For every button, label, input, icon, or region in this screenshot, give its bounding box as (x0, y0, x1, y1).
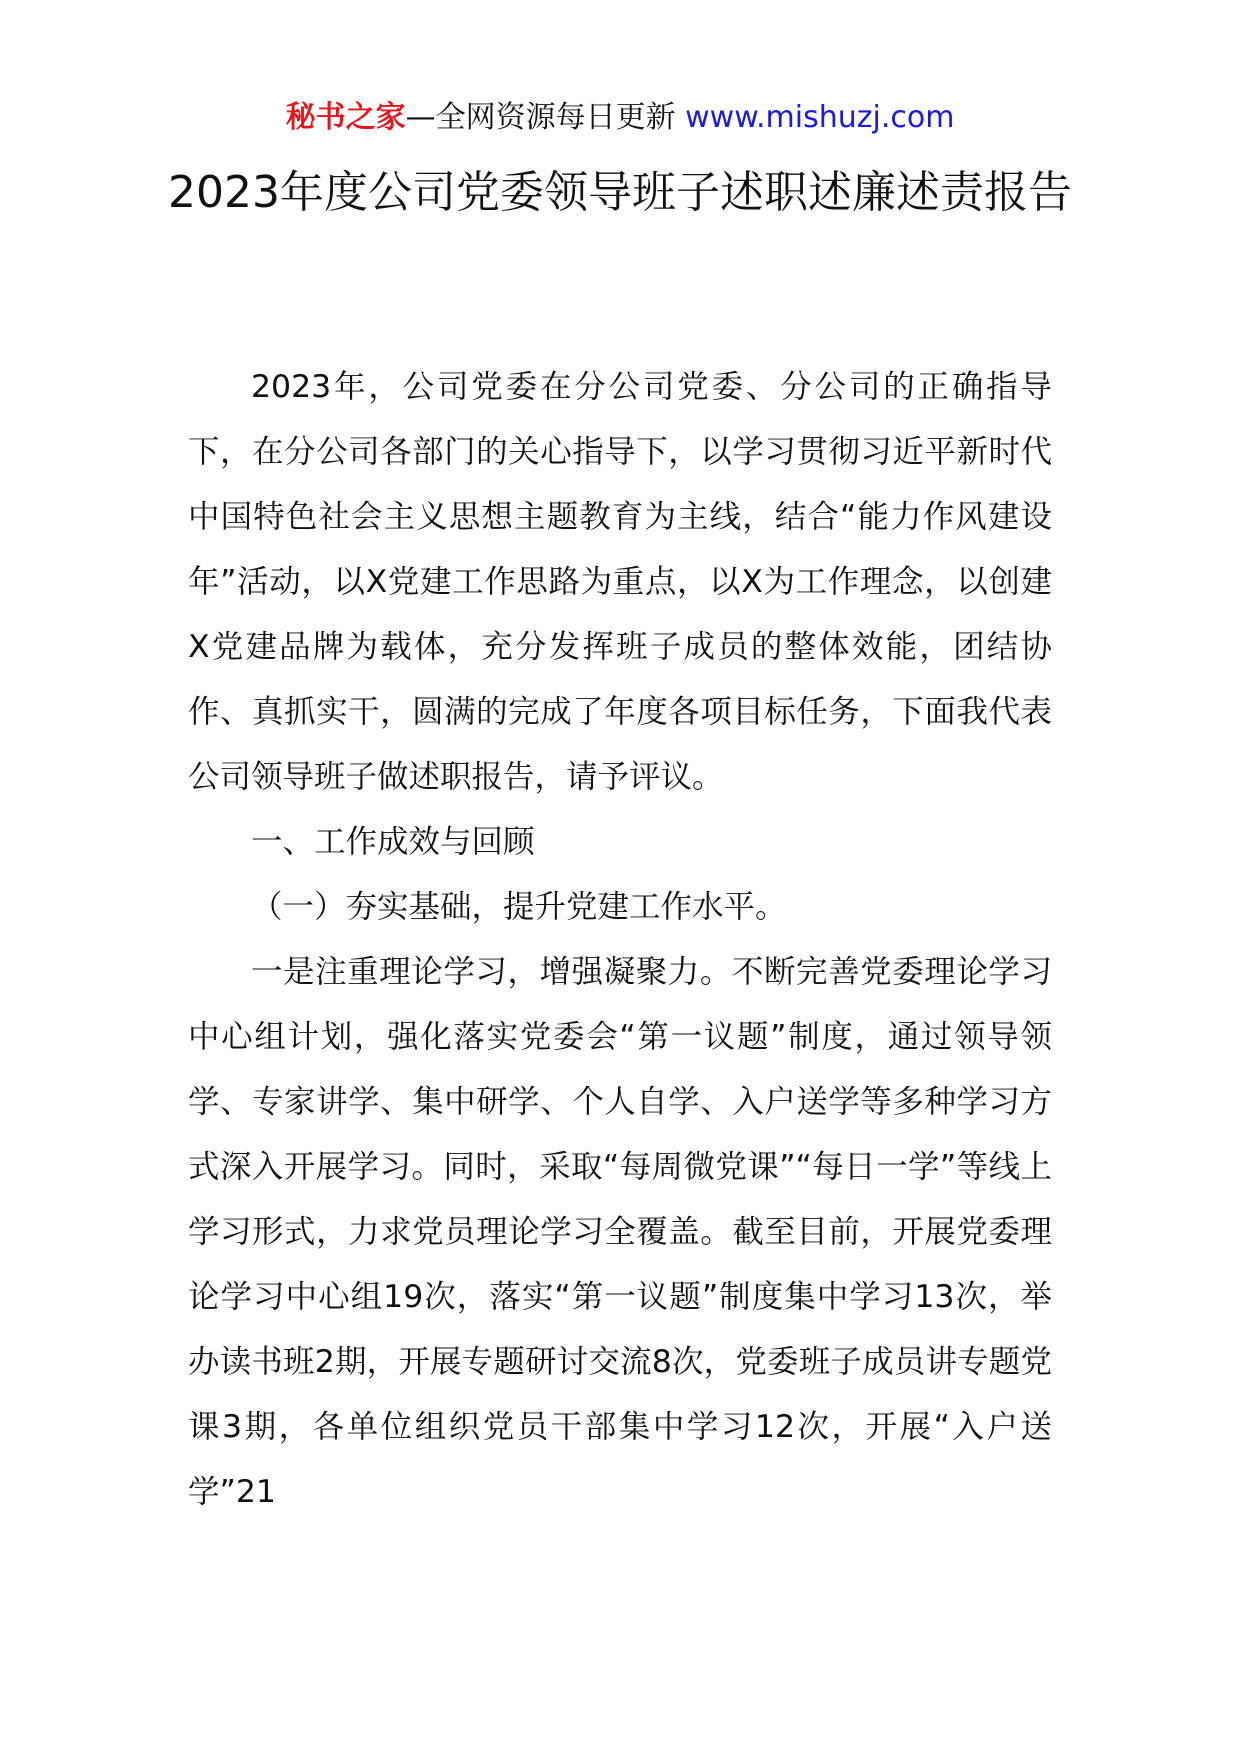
banner-tagline: —全网资源每日更新 (405, 100, 676, 135)
subsection-heading: （一）夯实基础，提升党建工作水平。 (251, 889, 787, 925)
document-title: 2023年度公司党委领导班子述职述廉述责报告 (168, 167, 1072, 218)
site-banner (0, 98, 1240, 138)
document-body (188, 355, 1052, 1525)
site-url-link[interactable]: www.mishuzj.com (685, 100, 955, 135)
brand-name: 秘书之家 (285, 100, 406, 135)
intro-paragraph: 2023年，公司党委在分公司党委、分公司的正确指导下，在分公司各部门的关心指导下，以学习贯彻习近平新时代中国特色社会主义思想主题教育为主线，结合“能力作风建设年”活动，以X党建工作思路为重点，以X为工作理念，以创建X党建品牌为载体，充分发挥班子成员的整体效能，团结协作、真抓实干，圆满的完成了年度各项目标任务，下面我代表公司领导班子做述职报告，请予评议。 (188, 369, 1052, 795)
body-paragraph: 一是注重理论学习，增强凝聚力。不断完善党委理论学习中心组计划，强化落实党委会“第一议题”制度，通过领导领学、专家讲学、集中研学、个人自学、入户送学等多种学习方式深入开展学习。同时，采取“每周微党课”“每日一学”等线上学习形式，力求党员理论学习全覆盖。截至目前，开展党委理论学习中心组19次，落实“第一议题”制度集中学习13次，举办读书班2期，开展专题研讨交流8次，党委班子成员讲专题党课3期，各单位组织党员干部集中学习12次，开展“入户送学”21 (188, 954, 1052, 1510)
section-heading: 一、工作成效与回顾 (251, 824, 535, 860)
